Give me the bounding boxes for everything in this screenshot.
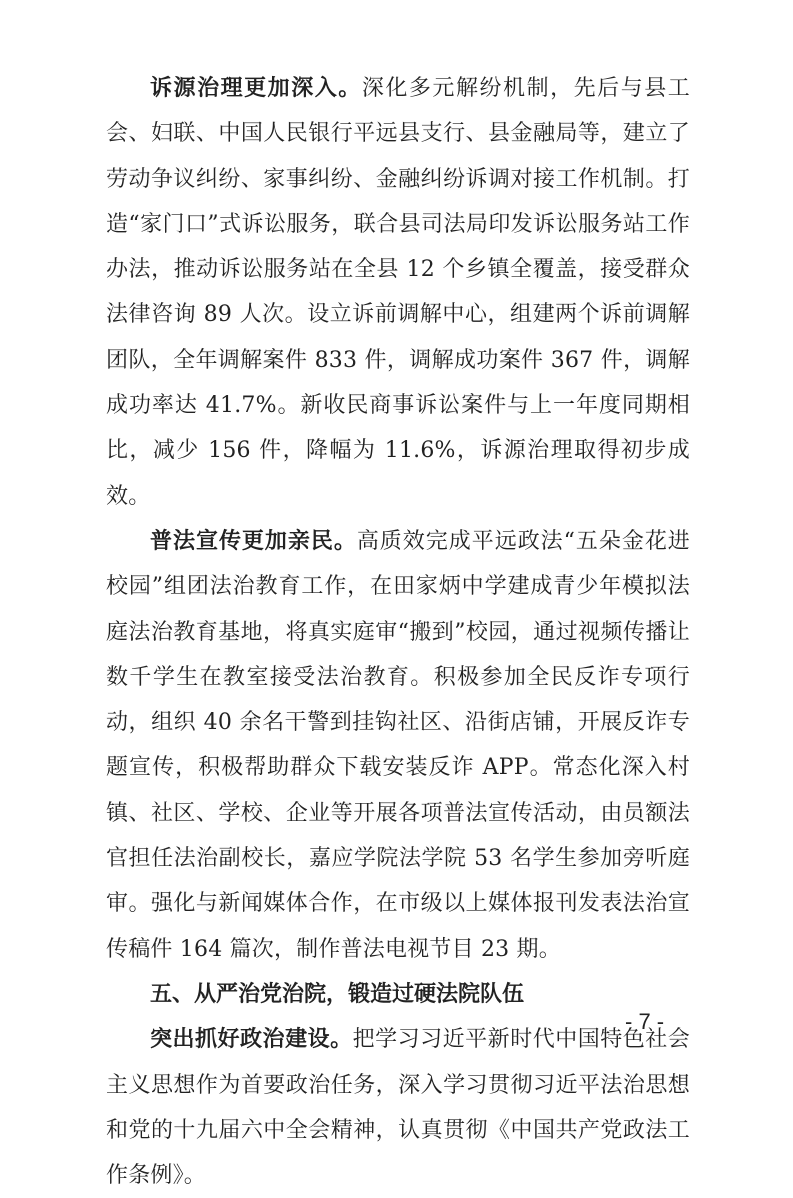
paragraph-text: 高质效完成平远政法“五朵金花进校园”组团法治教育工作，在田家炳中学建成青少年模拟法庭法治教育基地，将真实庭审“搬到”校园，通过视频传播让数千学生在教室接受法治教育。积极参加全民反诈专项行动，组织 40 余名干警到挂钩社区、沿街店铺，开展反诈专题宣传，积极帮助群众下载安装反诈 APP。常态化深入村镇、社区、学校、企业等开展各项普法宣传活动，由员额法官担任法治副校长，嘉应学院法学院 53 名学生参加旁听庭审。强化与新闻媒体合作，在市级以上媒体报刊发表法治宣传稿件 164 篇次，制作普法电视节目 23 期。 bbox=[106, 528, 690, 962]
paragraph-lead: 普法宣传更加亲民。 bbox=[150, 528, 357, 554]
paragraph-political-building bbox=[106, 1017, 690, 1198]
paragraph-law-publicity bbox=[106, 519, 690, 972]
paragraph-litigation-source-governance bbox=[106, 66, 690, 519]
section-heading: 五、从严治党治院，锻造过硬法院队伍 bbox=[150, 981, 525, 1007]
paragraph-lead: 突出抓好政治建设。 bbox=[150, 1027, 353, 1053]
paragraph-text: 把学习习近平新时代中国特色社会主义思想作为首要政治任务，深入学习贯彻习近平法治思想和党的十九届六中全会精神，认真贯彻《中国共产党政法工作条例》。 bbox=[106, 1027, 690, 1189]
paragraph-text: 深化多元解纷机制，先后与县工会、妇联、中国人民银行平远县支行、县金融局等，建立了劳动争议纠纷、家事纠纷、金融纠纷诉调对接工作机制。打造“家门口”式诉讼服务，联合县司法局印发诉讼服务站工作办法，推动诉讼服务站在全县 12 个乡镇全覆盖，接受群众法律咨询 89 人次。设立诉前调解中心，组建两个诉前调解团队，全年调解案件 833 件，调解成功案件 367 件，调解成功率达 41.7%。新收民商事诉讼案件与上一年度同期相比，减少 156 件，降幅为 11.6%，诉源治理取得初步成效。 bbox=[106, 76, 690, 509]
document-body bbox=[106, 66, 690, 1198]
page-number: - 7 - bbox=[625, 1009, 665, 1034]
paragraph-lead: 诉源治理更加深入。 bbox=[150, 76, 362, 101]
